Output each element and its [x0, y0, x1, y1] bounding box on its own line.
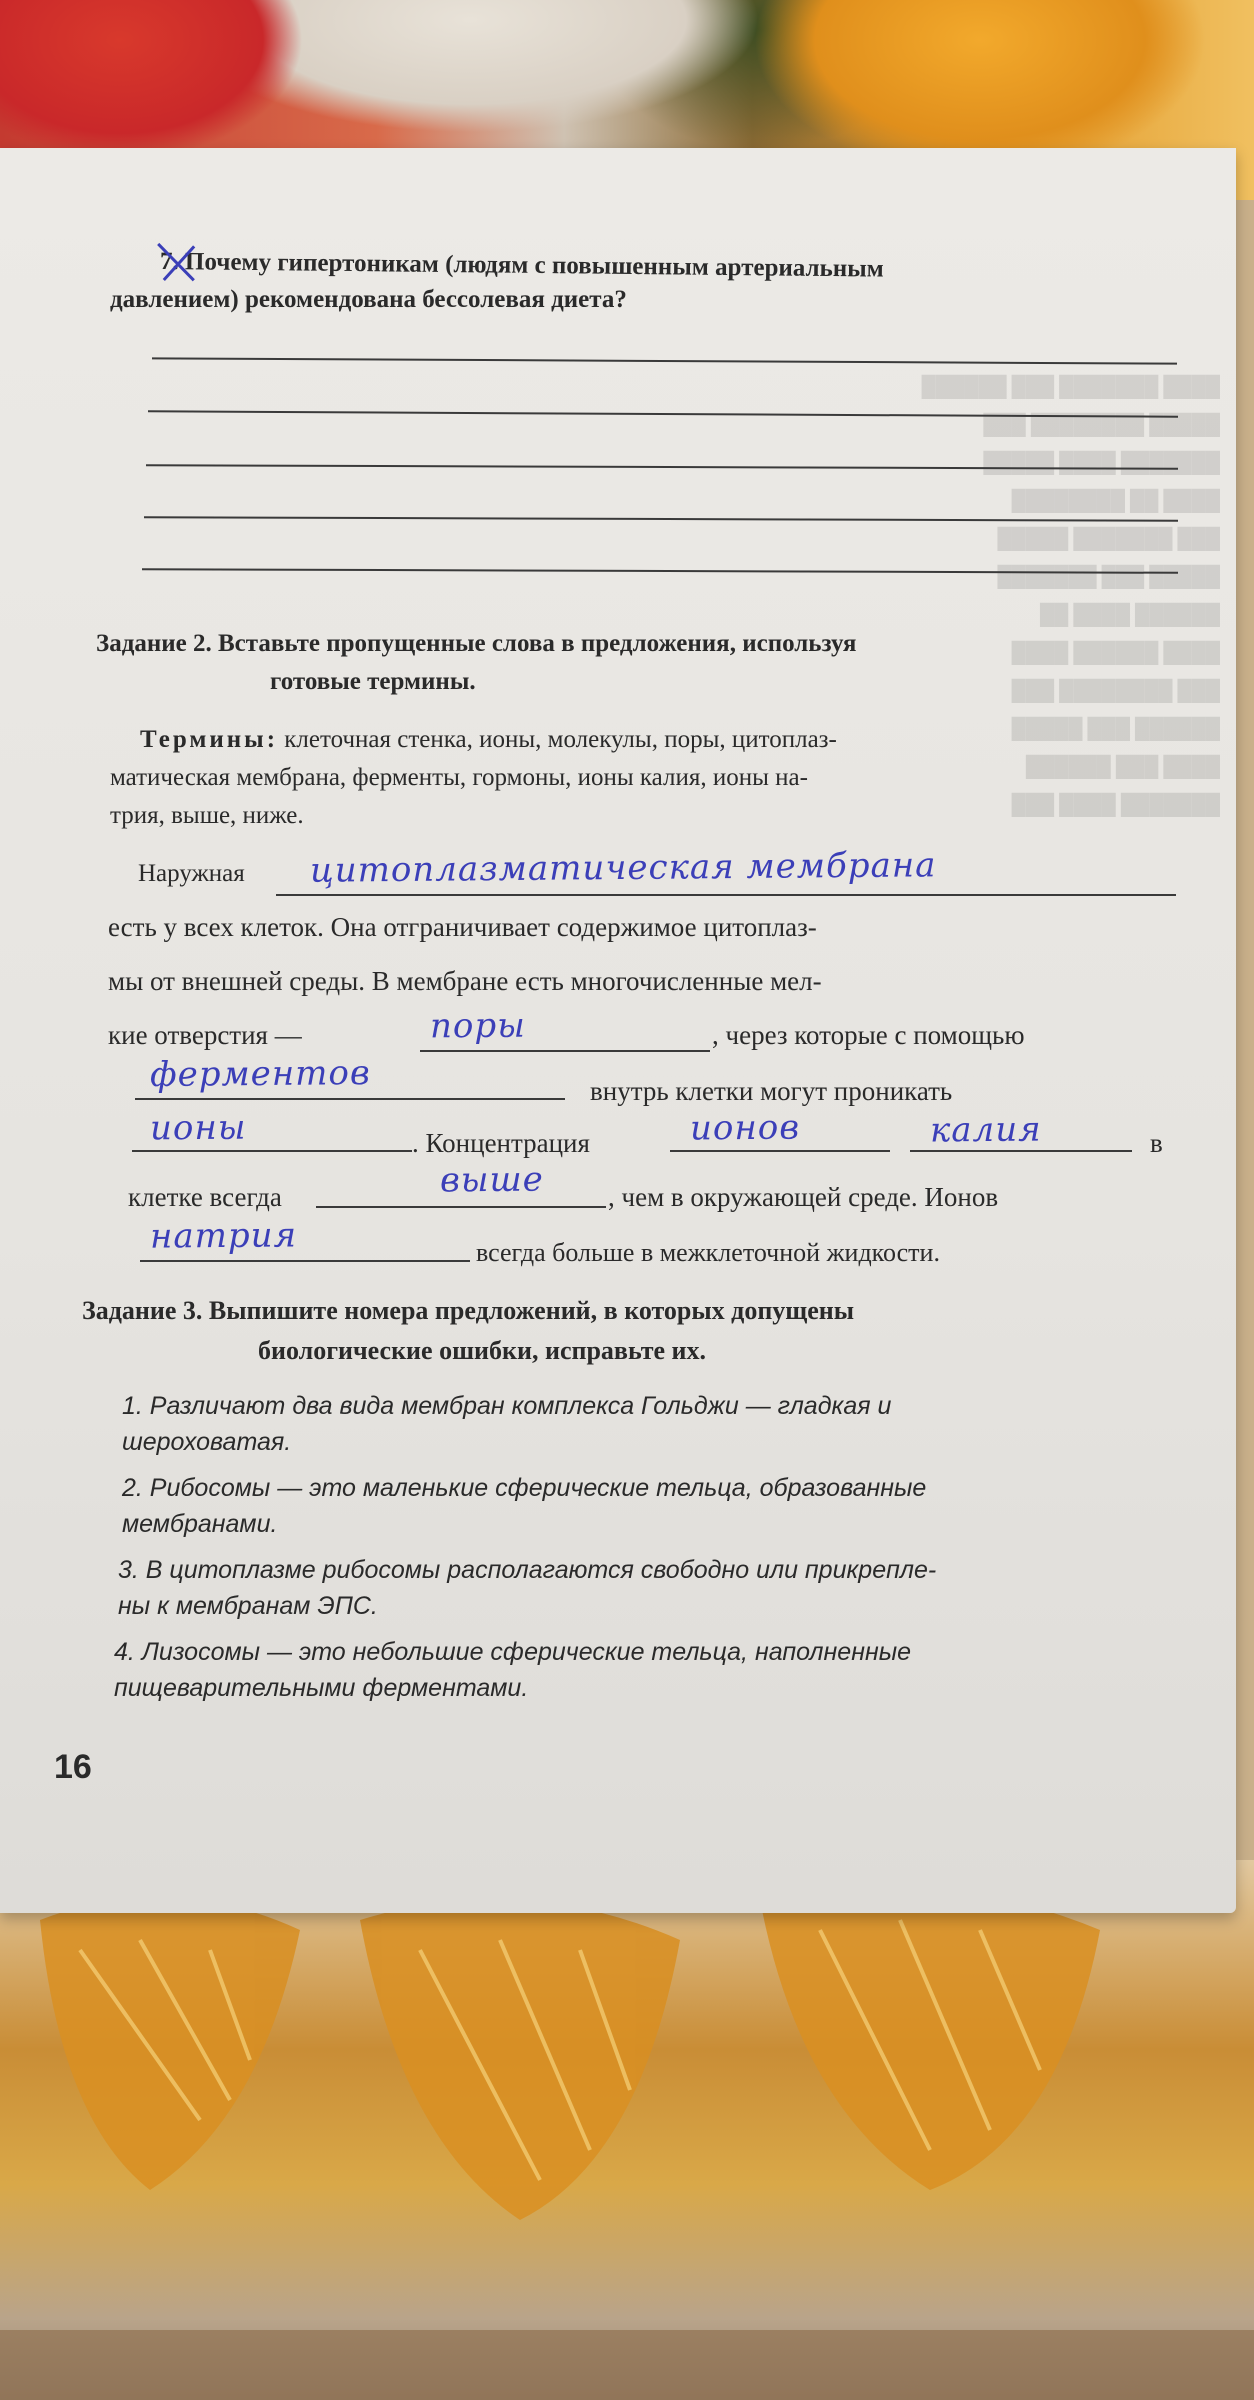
- blank-1[interactable]: [276, 894, 1176, 896]
- task-3-header: [82, 1296, 854, 1326]
- sentence-line-2: есть у всех клеток. Она отграничивает содержимое цитоплаз-: [108, 912, 817, 942]
- task-3-title-line2: биологические ошибки, исправьте их.: [258, 1336, 707, 1365]
- terms-line1: [140, 726, 837, 754]
- statement-4-line1: 4. Лизосомы — это небольшие сферические тельца, наполненные: [114, 1638, 912, 1666]
- sentence-suffix-more: всегда больше в межклеточной жидкости.: [476, 1238, 940, 1267]
- sentence-concentration: . Концентрация: [412, 1128, 590, 1158]
- sentence-suffix-than: , чем в окружающей среде. Ионов: [608, 1182, 999, 1212]
- blank-4[interactable]: [132, 1150, 412, 1152]
- statement-1-line2: шероховатая.: [122, 1428, 292, 1456]
- task-2-title-line2: готовые термины.: [270, 668, 476, 695]
- question-number: 7.: [160, 248, 185, 275]
- sentence-prefix-always: клетке всегда: [128, 1182, 282, 1212]
- answer-8: натрия: [149, 1215, 298, 1257]
- blank-7[interactable]: [316, 1206, 606, 1208]
- answer-3: ферментов: [149, 1053, 371, 1095]
- sentence-prefix-pores: кие отверстия —: [108, 1020, 302, 1050]
- answer-line[interactable]: [152, 357, 1177, 364]
- answer-6: калия: [929, 1109, 1042, 1151]
- sentence-prefix-outer: Наружная: [138, 860, 245, 887]
- task-2-title-line1: Вставьте пропущенные слова в предложения, используя: [218, 630, 857, 657]
- terms-label: Термины:: [140, 726, 279, 753]
- statement-1-line1: 1. Различают два вида мембран комплекса Гольджи — гладкая и: [122, 1392, 892, 1420]
- task-2-label: Задание 2.: [96, 630, 212, 657]
- statement-4-line2: пищеварительными ферментами.: [114, 1674, 529, 1702]
- terms-line2: матическая мембрана, ферменты, гормоны, ионы калия, ионы на-: [110, 764, 808, 791]
- terms-line3: трия, выше, ниже.: [110, 802, 304, 829]
- bleed-through-text: ████ ███████ ███ ██████ █████ ████████ ███ ███████ ████ █████ ████ ██ ████████ ███ ███████ █████ █████ ███ ███████ ██████ ████ ██ ████ ██████ ████ ███ ████████ ███ ██████ ███ █████ ████ ███ ██████ ███████ ████ ███: [921, 376, 1220, 816]
- answer-1: цитоплазматическая мембрана: [309, 845, 937, 891]
- answer-4: ионы: [149, 1107, 247, 1149]
- task-3-label: Задание 3.: [82, 1296, 203, 1325]
- task-3-title-line1: Выпишите номера предложений, в которых допущены: [208, 1296, 855, 1325]
- sentence-suffix-enzymes: внутрь клетки могут проникать: [590, 1076, 953, 1106]
- sentence-end-in: в: [1150, 1128, 1163, 1158]
- terms-text-1: клеточная стенка, ионы, молекулы, поры, цитоплаз-: [284, 726, 837, 753]
- answer-5: ионов: [689, 1107, 801, 1149]
- page-number: 16: [54, 1748, 92, 1786]
- statement-3-line2: ны к мембранам ЭПС.: [118, 1592, 378, 1620]
- question-7-line1: Почему гипертоникам (людям с повышенным артериальным: [184, 248, 884, 283]
- blank-2[interactable]: [420, 1050, 710, 1052]
- sentence-suffix-pores: , через которые с помощью: [712, 1020, 1025, 1050]
- statement-3-line1: 3. В цитоплазме рибосомы располагаются свободно или прикрепле-: [118, 1556, 937, 1584]
- question-7-line2: давлением) рекомендована бессолевая диета?: [110, 286, 627, 313]
- blank-3[interactable]: [135, 1098, 565, 1100]
- blank-8[interactable]: [140, 1260, 470, 1262]
- workbook-page: [0, 148, 1236, 1913]
- statement-2-line2: мембранами.: [122, 1510, 278, 1538]
- question-7: [160, 248, 884, 284]
- answer-2: поры: [429, 1005, 527, 1047]
- sentence-line-3: мы от внешней среды. В мембране есть многочисленные мел-: [108, 966, 822, 996]
- orange-slices-image: [0, 1860, 1254, 2400]
- answer-7: выше: [439, 1159, 544, 1201]
- blank-5[interactable]: [670, 1150, 890, 1152]
- statement-2-line1: 2. Рибосомы — это маленькие сферические тельца, образованные: [122, 1474, 927, 1502]
- task-2-header: [96, 630, 856, 658]
- strike-mark-icon: [154, 240, 200, 284]
